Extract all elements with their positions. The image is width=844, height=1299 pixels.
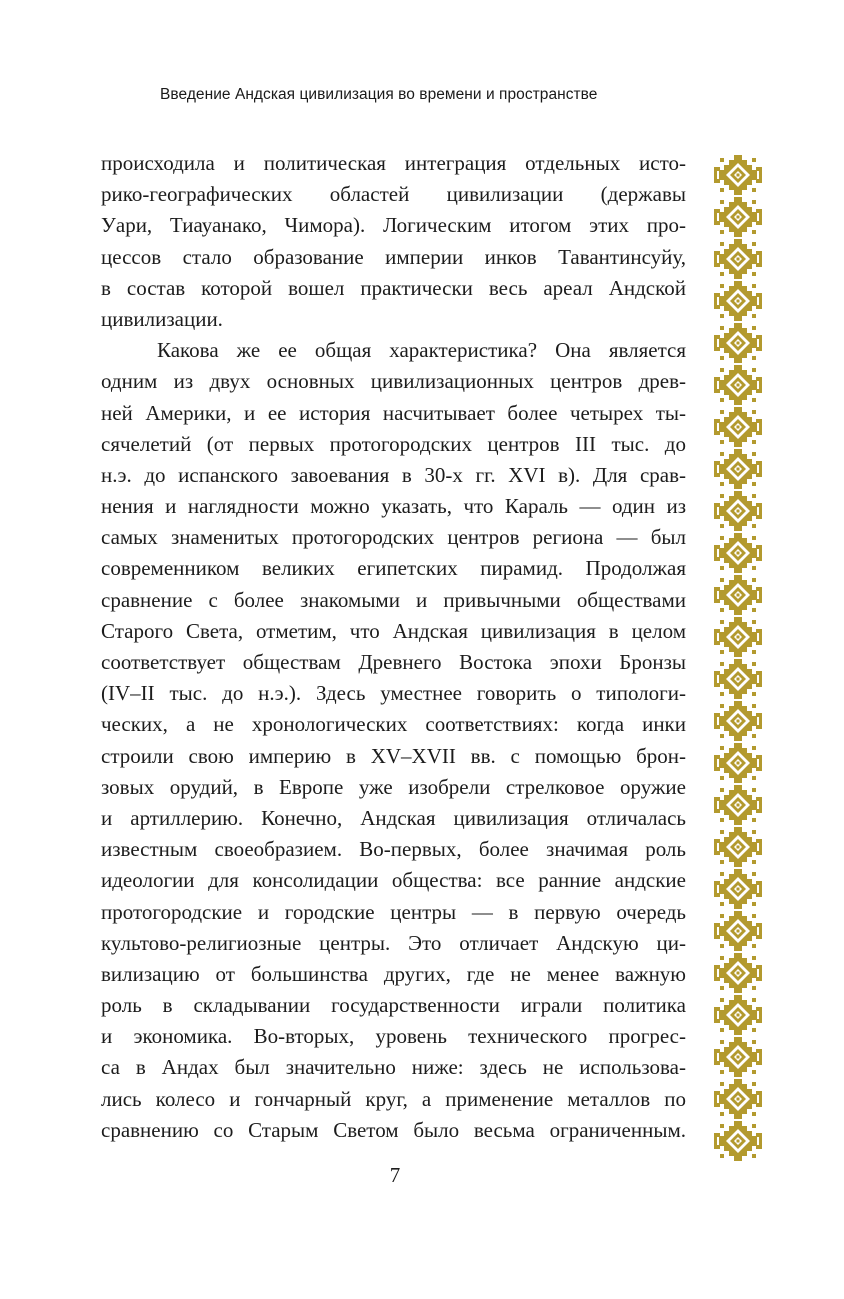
decorative-border <box>714 154 762 1163</box>
text-line: самых знаменитых протогородских центров региона — был <box>101 525 686 550</box>
text-line: нения и наглядности можно указать, что Караль — один из <box>101 494 686 519</box>
text-line: рико-географических областей цивилизации (державы <box>101 182 686 207</box>
text-line: сячелетий (от первых протогородских центров III тыс. до <box>101 431 686 456</box>
running-head: Введение Андская цивилизация во времени и пространстве <box>160 86 598 103</box>
text-line: цивилизации. <box>101 306 223 331</box>
text-line: са в Андах был значительно ниже: здесь не использова- <box>101 1055 686 1080</box>
text-line: ческих, а не хронологических соответствиях: когда инки <box>101 712 686 737</box>
text-line: и экономика. Во-вторых, уровень технического прогрес- <box>101 1024 686 1049</box>
body-text <box>101 148 686 1146</box>
text-line: вилизацию от большинства других, где не менее важную <box>101 961 686 986</box>
paragraph-1 <box>101 148 686 335</box>
text-line: идеологии для консолидации общества: все ранние андские <box>101 868 686 893</box>
text-line: лись колесо и гончарный круг, а применение металлов по <box>101 1086 686 1111</box>
text-line: происходила и политическая интеграция отдельных исто- <box>101 151 686 175</box>
text-line: Какова же ее общая характеристика? Она является <box>157 338 686 363</box>
text-line: современником великих египетских пирамид. Продолжая <box>101 556 686 581</box>
text-line: Уари, Тиауанако, Чимора). Логическим итогом этих про- <box>101 213 686 238</box>
paragraph-2 <box>101 335 686 1146</box>
text-line: цессов стало образование империи инков Тавантинсуйу, <box>101 244 686 269</box>
text-line: известным своеобразием. Во-первых, более значимая роль <box>101 837 686 862</box>
text-line: строили свою империю в XV–XVII вв. с помощью брон- <box>101 743 686 768</box>
text-line: (IV–II тыс. до н.э.). Здесь уместнее говорить о типологи- <box>101 681 686 706</box>
text-line: Старого Света, отметим, что Андская цивилизация в целом <box>101 618 686 643</box>
text-line: в состав которой вошел практически весь ареал Андской <box>101 275 686 300</box>
text-line: зовых орудий, в Европе уже изобрели стрелковое оружие <box>101 774 686 799</box>
text-line: ней Америки, и ее история насчитывает более четырех ты- <box>101 400 686 425</box>
text-line: протогородские и городские центры — в первую очередь <box>101 899 686 924</box>
text-line: н.э. до испанского завоевания в 30-х гг. XVI в). Для срав- <box>101 462 686 487</box>
text-line: сравнение с более знакомыми и привычными обществами <box>101 587 686 612</box>
text-line: роль в складывании государственности играли политика <box>101 993 686 1018</box>
text-line: одним из двух основных цивилизационных центров древ- <box>101 369 686 394</box>
text-line: соответствует обществам Древнего Востока эпохи Бронзы <box>101 650 686 674</box>
text-line: сравнению со Старым Светом было весьма ограниченным. <box>101 1117 686 1142</box>
text-line: культово-религиозные центры. Это отличает Андскую ци- <box>101 930 686 955</box>
text-line: и артиллерию. Конечно, Андская цивилизация отличалась <box>101 805 686 830</box>
page-number: 7 <box>389 1163 401 1187</box>
